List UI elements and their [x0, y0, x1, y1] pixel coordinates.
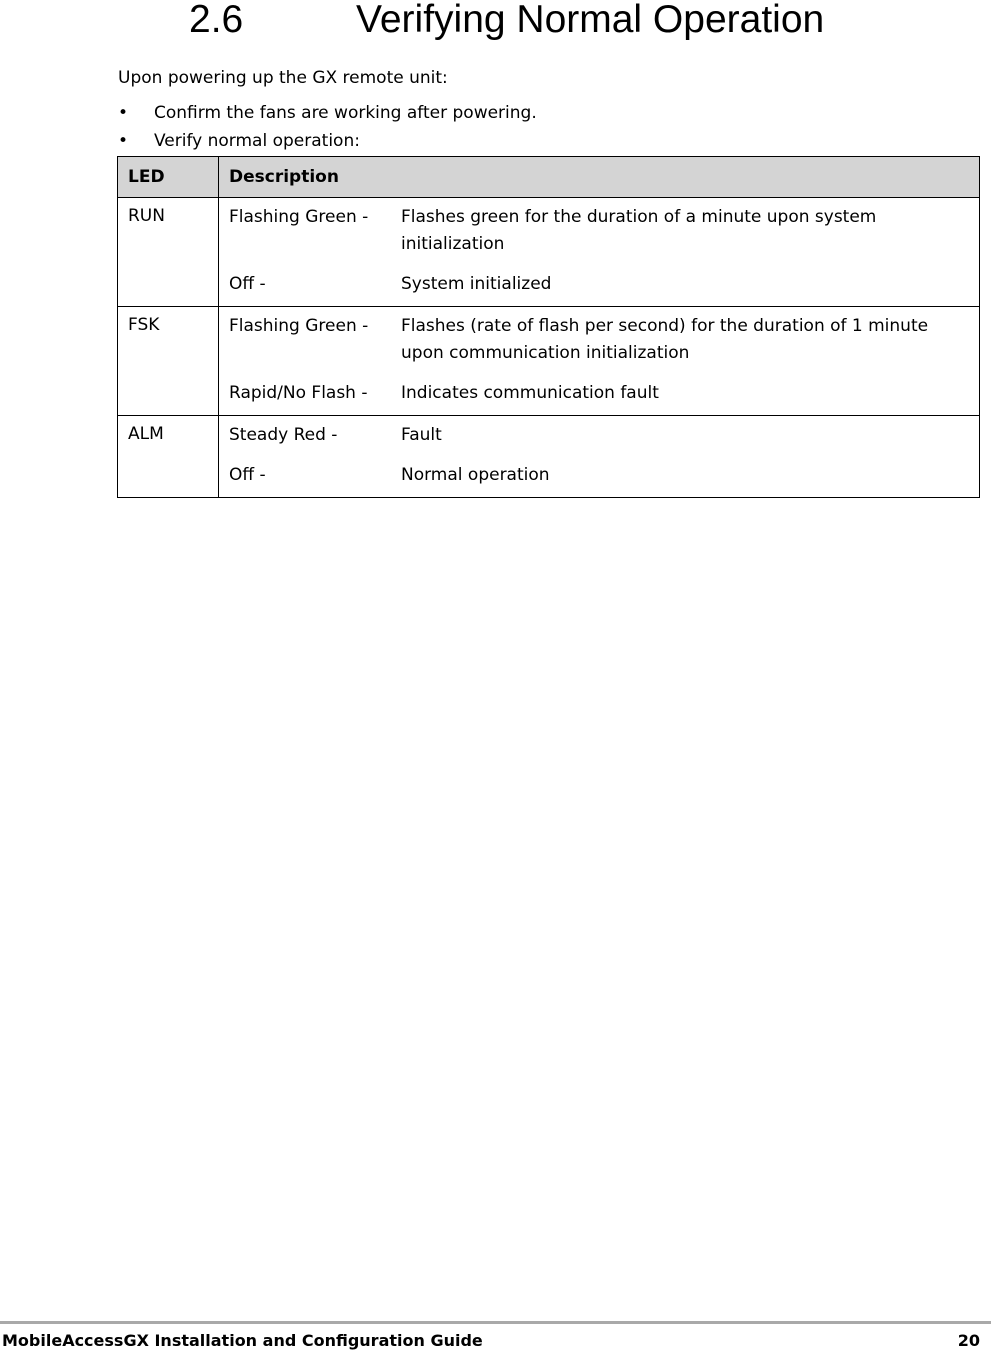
bullet-text: Verify normal operation: — [154, 131, 360, 151]
led-state: Off - — [229, 465, 266, 485]
table-header-row — [118, 157, 980, 198]
bullet-item — [118, 101, 537, 129]
led-state: Off - — [229, 274, 266, 294]
intro-text: Upon powering up the GX remote unit: — [118, 68, 448, 88]
section-heading — [189, 0, 824, 42]
bullet-icon: • — [118, 103, 129, 123]
led-name: FSK — [118, 307, 219, 416]
state-meaning: Flashes (rate of flash per second) for the duration of 1 minute upon communication initialization — [401, 316, 929, 363]
description-cell — [219, 416, 980, 498]
description-cell — [219, 198, 980, 307]
state-line — [229, 422, 969, 449]
bullet-item — [118, 129, 537, 157]
table-row — [118, 307, 980, 416]
section-number: 2.6 — [189, 0, 244, 41]
state-line — [229, 313, 969, 367]
table-row — [118, 416, 980, 498]
state-meaning: Flashes green for the duration of a minute upon system initialization — [401, 207, 877, 254]
state-meaning: Normal operation — [401, 465, 550, 485]
state-line — [229, 380, 969, 407]
description-cell — [219, 307, 980, 416]
state-line — [229, 204, 969, 258]
led-state: Steady Red - — [229, 425, 338, 445]
footer-page-number: 20 — [957, 1331, 980, 1350]
footer-divider — [0, 1321, 991, 1324]
led-state: Flashing Green - — [229, 316, 369, 336]
section-title: Verifying Normal Operation — [356, 0, 825, 41]
led-name: RUN — [118, 198, 219, 307]
led-name: ALM — [118, 416, 219, 498]
led-state: Rapid/No Flash - — [229, 383, 368, 403]
state-meaning: Fault — [401, 425, 442, 445]
bullet-list — [118, 101, 537, 157]
state-line — [229, 462, 969, 489]
bullet-text: Confirm the fans are working after powering. — [154, 103, 537, 123]
table-row — [118, 198, 980, 307]
state-meaning: Indicates communication fault — [401, 383, 659, 403]
header-description: Description — [219, 157, 980, 198]
led-status-table — [117, 156, 980, 498]
state-meaning: System initialized — [401, 274, 552, 294]
bullet-icon: • — [118, 131, 129, 151]
footer-document-title: MobileAccessGX Installation and Configuration Guide — [2, 1331, 483, 1350]
state-line — [229, 271, 969, 298]
led-state: Flashing Green - — [229, 207, 369, 227]
header-led: LED — [118, 157, 219, 198]
